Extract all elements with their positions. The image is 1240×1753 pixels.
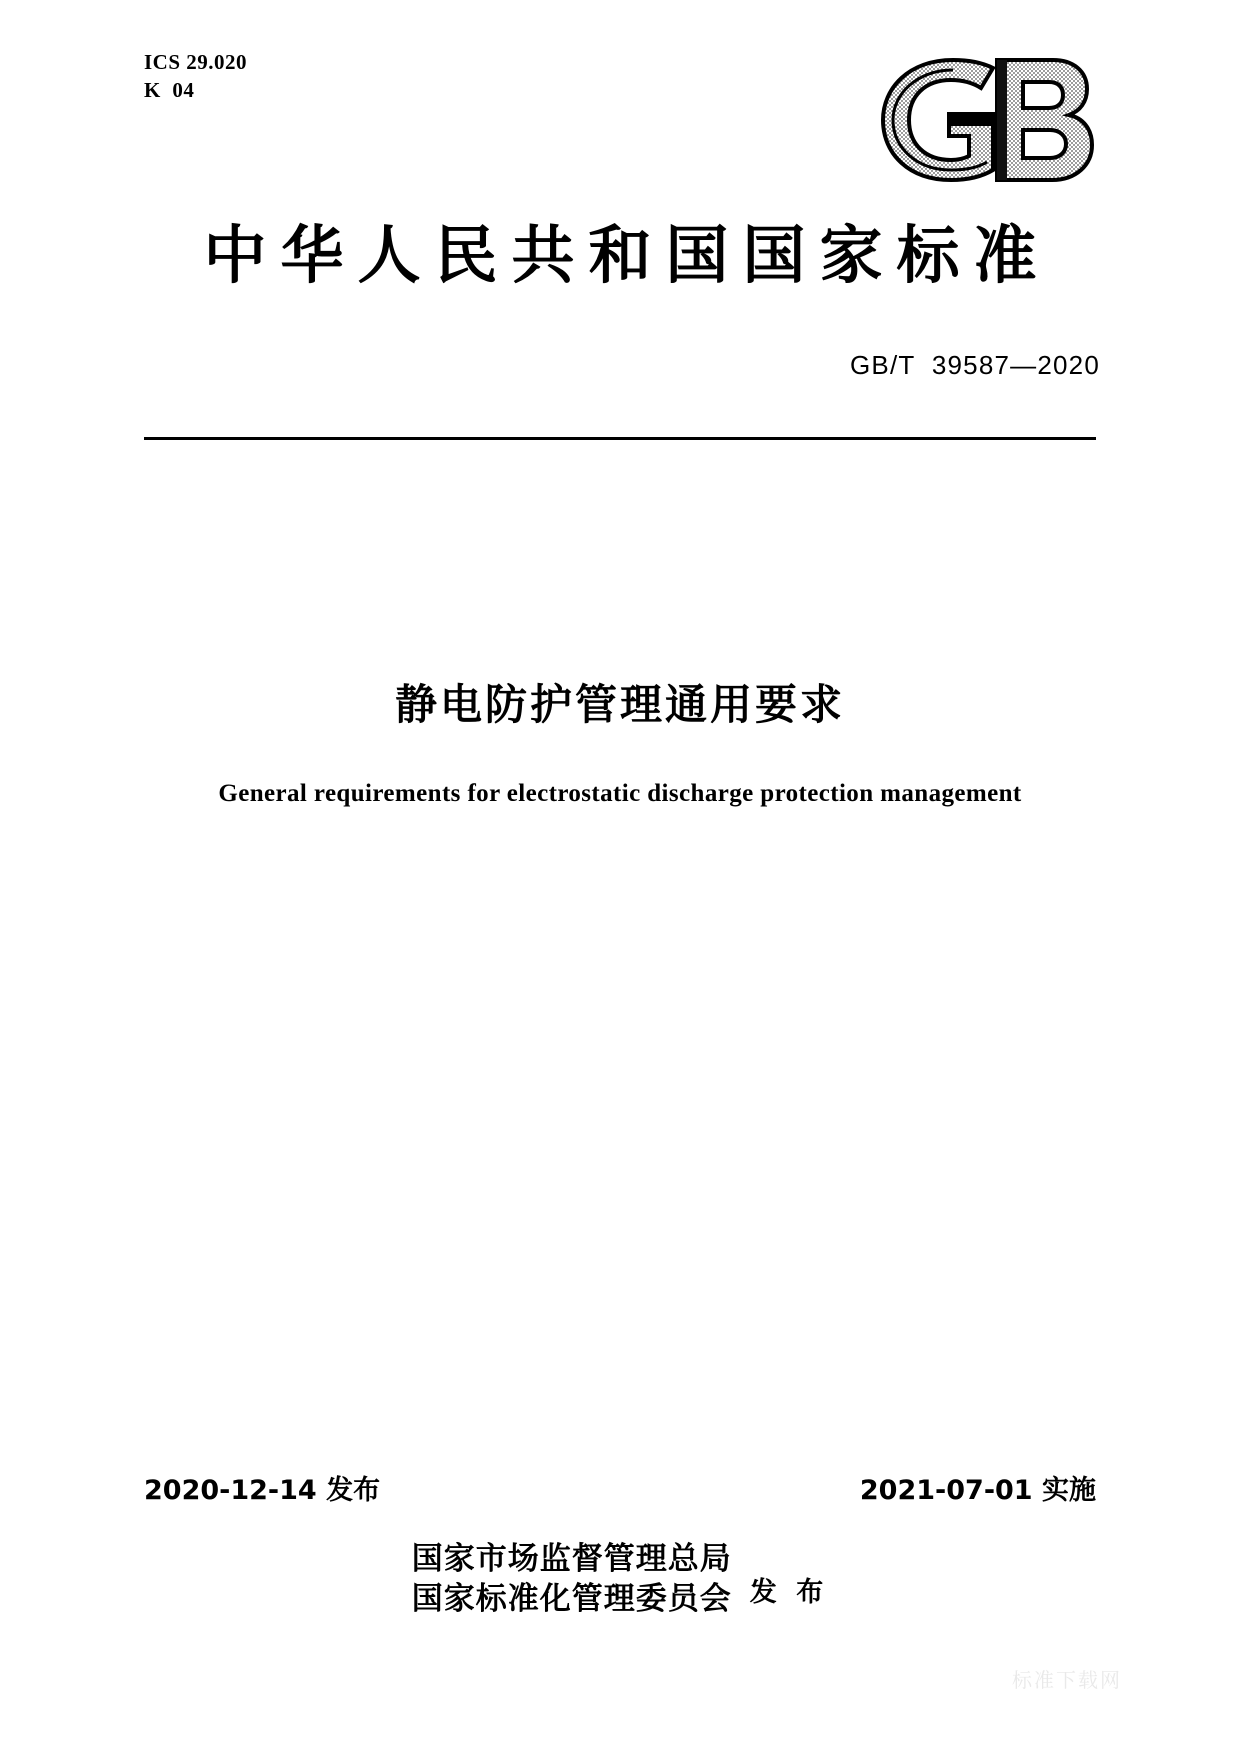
- page-title: 中华人民共和国国家标准: [203, 218, 1051, 292]
- publisher-line-2: 国家标准化管理委员会: [411, 1580, 732, 1617]
- gb-emblem-icon: [857, 52, 1102, 187]
- publisher-names: [412, 1540, 732, 1619]
- watermark-text: 标准下载网: [1012, 1668, 1122, 1692]
- effective-date: 2021-07-01 实施: [859, 1475, 1096, 1506]
- document-title-chinese: 静电防护管理通用要求: [394, 680, 845, 729]
- publisher-line-1: 国家市场监督管理总局: [411, 1541, 732, 1577]
- footer-dates: [144, 1468, 1096, 1507]
- publisher-verb: 发 布: [749, 1577, 829, 1609]
- ccs-class-number: K 04: [144, 78, 195, 103]
- ics-classification-block: [144, 48, 247, 105]
- horizontal-divider: [144, 437, 1096, 440]
- document-title-english: General requirements for electrostatic discharge protection management: [218, 780, 1022, 807]
- publisher-block: [0, 1540, 1240, 1619]
- issue-date: 2020-12-14 发布: [144, 1475, 381, 1506]
- standard-number: GB/T 39587—2020: [850, 350, 1100, 380]
- ics-number: ICS 29.020: [144, 50, 248, 74]
